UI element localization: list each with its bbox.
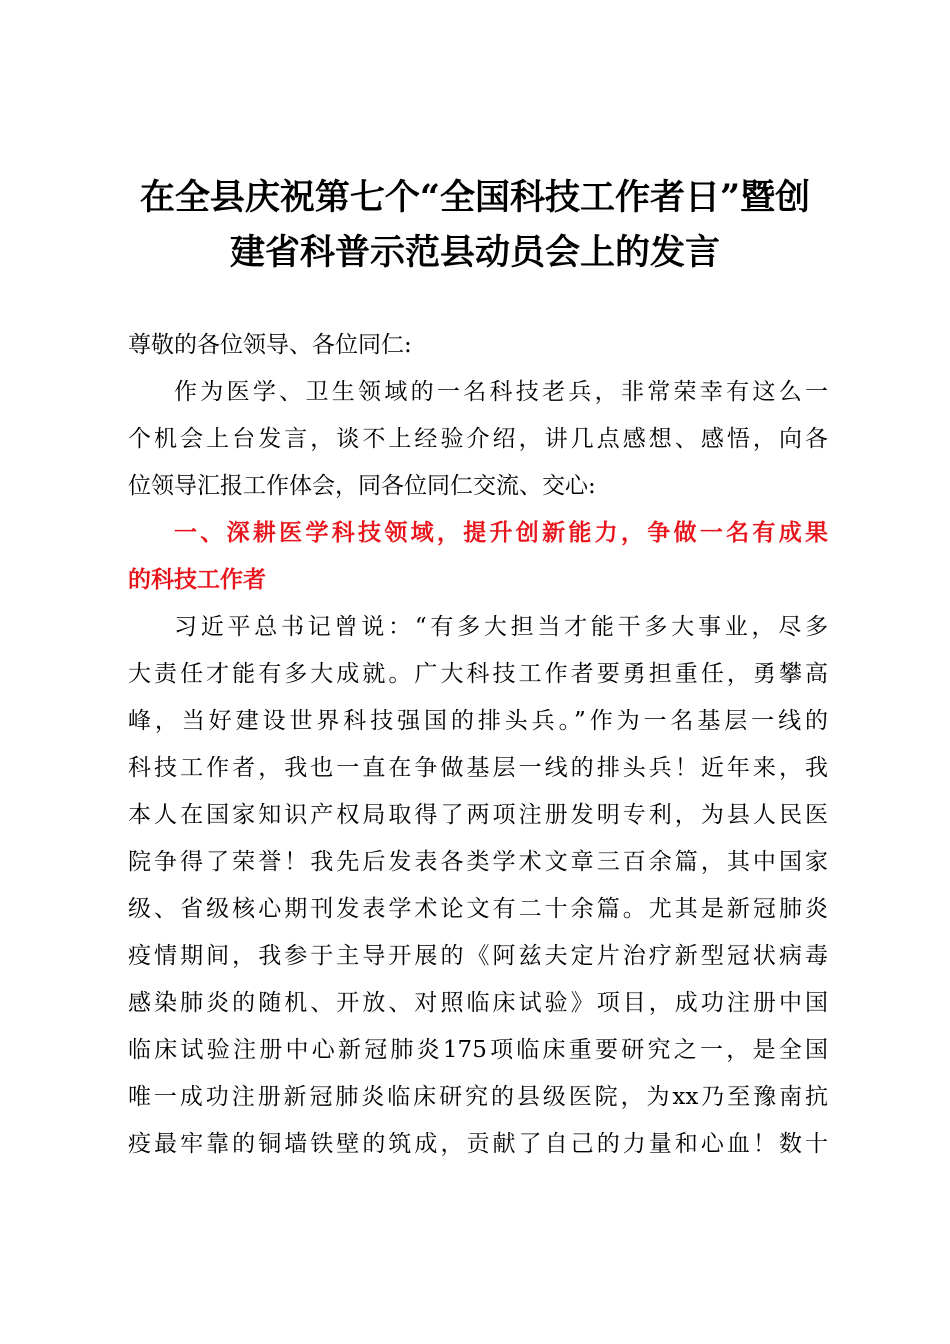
paragraph-line: 个机会上台发言，谈不上经验介绍，讲几点感想、感悟，向各	[128, 426, 828, 452]
heading-line: 一、深耕医学科技领域，提升创新能力，争做一名有成果	[174, 520, 828, 546]
paragraph-line: 习近平总书记曾说：“有多大担当才能干多大事业，尽多	[174, 614, 828, 640]
paragraph-line: 唯一成功注册新冠肺炎临床研究的县级医院，为xx乃至豫南抗	[128, 1084, 828, 1110]
intro-paragraph	[128, 369, 828, 510]
paragraph-line: 临床试验注册中心新冠肺炎175项临床重要研究之一，是全国	[128, 1037, 828, 1063]
document-body	[128, 322, 828, 1168]
section-1-paragraph	[128, 604, 828, 1168]
paragraph-line: 本人在国家知识产权局取得了两项注册发明专利，为县人民医	[128, 802, 828, 828]
title-line-2: 建省科普示范县动员会上的发言	[229, 232, 720, 273]
heading-line: 的科技工作者	[128, 567, 266, 593]
paragraph-line: 峰，当好建设世界科技强国的排头兵。”作为一名基层一线的	[128, 708, 828, 734]
section-1-heading	[128, 510, 828, 604]
paragraph-line: 感染肺炎的随机、开放、对照临床试验》项目，成功注册中国	[128, 990, 828, 1016]
paragraph-line: 级、省级核心期刊发表学术论文有二十余篇。尤其是新冠肺炎	[128, 896, 828, 922]
salutation	[128, 322, 828, 369]
salutation-line: 尊敬的各位领导、各位同仁:	[128, 332, 412, 358]
paragraph-line: 疫情期间，我参于主导开展的《阿兹夫定片治疗新型冠状病毒	[128, 943, 828, 969]
paragraph-line: 大责任才能有多大成就。广大科技工作者要勇担重任，勇攀高	[128, 661, 828, 687]
document-title	[100, 170, 850, 280]
paragraph-line: 位领导汇报工作体会，同各位同仁交流、交心:	[128, 473, 596, 499]
title-line-1: 在全县庆祝第七个“全国科技工作者日”暨创	[139, 177, 811, 218]
paragraph-line: 科技工作者，我也一直在争做基层一线的排头兵！近年来，我	[128, 755, 828, 781]
paragraph-line: 疫最牢靠的铜墙铁壁的筑成，贡献了自己的力量和心血！数十	[128, 1131, 828, 1157]
paragraph-line: 作为医学、卫生领域的一名科技老兵，非常荣幸有这么一	[174, 379, 828, 405]
paragraph-line: 院争得了荣誉！我先后发表各类学术文章三百余篇，其中国家	[128, 849, 828, 875]
